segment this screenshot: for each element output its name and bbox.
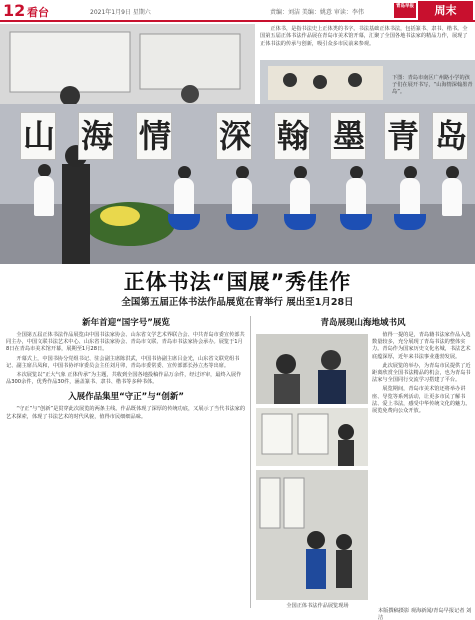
child-figure <box>442 178 462 216</box>
child-skirt <box>394 214 426 230</box>
publication-date: 2021年1月9日 星期六 <box>90 9 151 16</box>
child-figure <box>290 178 310 216</box>
article-paragraph: 全国第五届正体书法作品展览由中国书法家协会、山东省文学艺术界联合会、中共青岛市委宣传部共同主办，中国文联书法艺术中心、山东省书法家协会、青岛市文联、青岛市书法家协会承办。展览于1月8日在青岛市美术馆开幕，展期至1月28日。 <box>6 332 245 353</box>
child-figure <box>174 178 194 216</box>
subheadline: 全国第五届正体书法作品展览在青举行 展出至1月28日 <box>121 297 354 308</box>
child-skirt <box>340 214 372 230</box>
section-name: 看台 <box>27 6 49 19</box>
exhibition-hall-photo <box>256 470 368 600</box>
calligraphy-scroll: 岛 <box>432 112 468 160</box>
page-header <box>0 0 475 22</box>
visitors-photo-graphic <box>256 334 368 404</box>
child-figure <box>400 178 420 216</box>
left-column-title: 新年首迎“国字号”展览 <box>82 318 170 328</box>
left-article-column <box>6 316 246 423</box>
intro-text: 正体书，是指书法史上正体类的书字。书法基础正体书法，包括篆书、隶书、楷书。全国第五届正体书法作品展在青岛市美术馆开幕，汇聚了全国各地书法家的精品力作，展现了正体书法的传承与创新，吸引众多市民前来参观。 <box>260 26 468 47</box>
article-paragraph: 本次展览以“正大气象 正体传承”为主题，共收到全国各地投稿作品万余件，经过评审，最终入展作品300余件，优秀作品30件，涵盖篆书、隶书、楷书等多种书体。 <box>6 372 242 386</box>
article-paragraph: “守正”与“创新”是贯穿此次展览的两条主线。作品既体现了深厚的传统功底，又展示了当代书法家的艺术探索，体现了书法艺术的时代风貌，值得市民细细品味。 <box>6 406 246 420</box>
calligraphy-scroll: 翰 <box>274 112 310 160</box>
staff-credits: 责编：刘洁 美编：姚意 审读：李伟 <box>270 9 364 16</box>
visitors-photo <box>256 334 368 404</box>
gallery-photo-graphic <box>256 408 368 466</box>
calligraphy-scroll: 青 <box>384 112 420 160</box>
calligraphy-scroll: 山 <box>20 112 56 160</box>
article-paragraph: 此次展览的举办，为青岛市民提供了近距离欣赏全国书法精品的机会，也为青岛书法家与全国同行交流学习搭建了平台。 <box>372 362 471 384</box>
child-skirt <box>168 214 200 230</box>
section-subtitle: 入展作品集里“守正”与“创新” <box>68 392 184 403</box>
byline: 本版撰稿摄影 观海新闻/青岛早报记者 刘洁 <box>378 608 472 620</box>
right-column-title: 青岛展现山海地域书风 <box>320 318 406 328</box>
newspaper-logo: 青岛早报 <box>394 3 416 18</box>
weekend-badge: 周末 <box>418 1 473 20</box>
exhibition-hall-graphic <box>256 470 368 600</box>
calligraphy-scroll: 深 <box>216 112 252 160</box>
main-headline: 正体书法“国展”秀佳作 <box>123 270 352 294</box>
calligraphy-scroll: 海 <box>78 112 114 160</box>
article-paragraph: 展览期间，青岛市美术馆还将举办讲座、导览等系列活动，让更多市民了解书法、爱上书法，感受中华传统文化的魅力。展览免费向公众开放。 <box>372 386 471 415</box>
child-figure <box>232 178 252 216</box>
visitor-photo-graphic <box>0 24 255 104</box>
calligraphy-scroll: 情 <box>136 112 172 160</box>
page-number: 12 <box>3 1 26 20</box>
exhibition-visitor-photo <box>0 24 255 104</box>
photo-caption: 全国正体书法作品展览现场 <box>286 603 349 609</box>
article-paragraph: 值得一提的是，青岛籍书法家作品入选数量较多，充分展现了青岛书法的整体实力。青岛作为国家历史文化名城，书法艺术底蕴深厚，近年来书法事业蓬勃发展。 <box>372 332 471 360</box>
child-figure <box>34 176 54 216</box>
main-event-photo <box>0 104 475 264</box>
child-skirt <box>284 214 316 230</box>
child-skirt <box>226 214 258 230</box>
article-paragraph: 开幕式上，中国书协分党组书记、驻会副主席陈洪武，中国书协副主席吕金光，山东省文联党组书记、副主席吕凤和，中国书协评审委员会主任刘月卯，青岛市委常委、宣传部部长孙立杰等出席。 <box>6 355 240 369</box>
calligraphy-scroll: 墨 <box>330 112 366 160</box>
child-figure <box>346 178 366 216</box>
gallery-photo <box>256 408 368 466</box>
headline-block <box>0 264 475 310</box>
top-photo-caption: 下图：青岛市南区广州路小学的孩子们在展开书写，“山海情深翰墨青岛”。 <box>392 75 473 95</box>
column-divider <box>250 316 251 608</box>
